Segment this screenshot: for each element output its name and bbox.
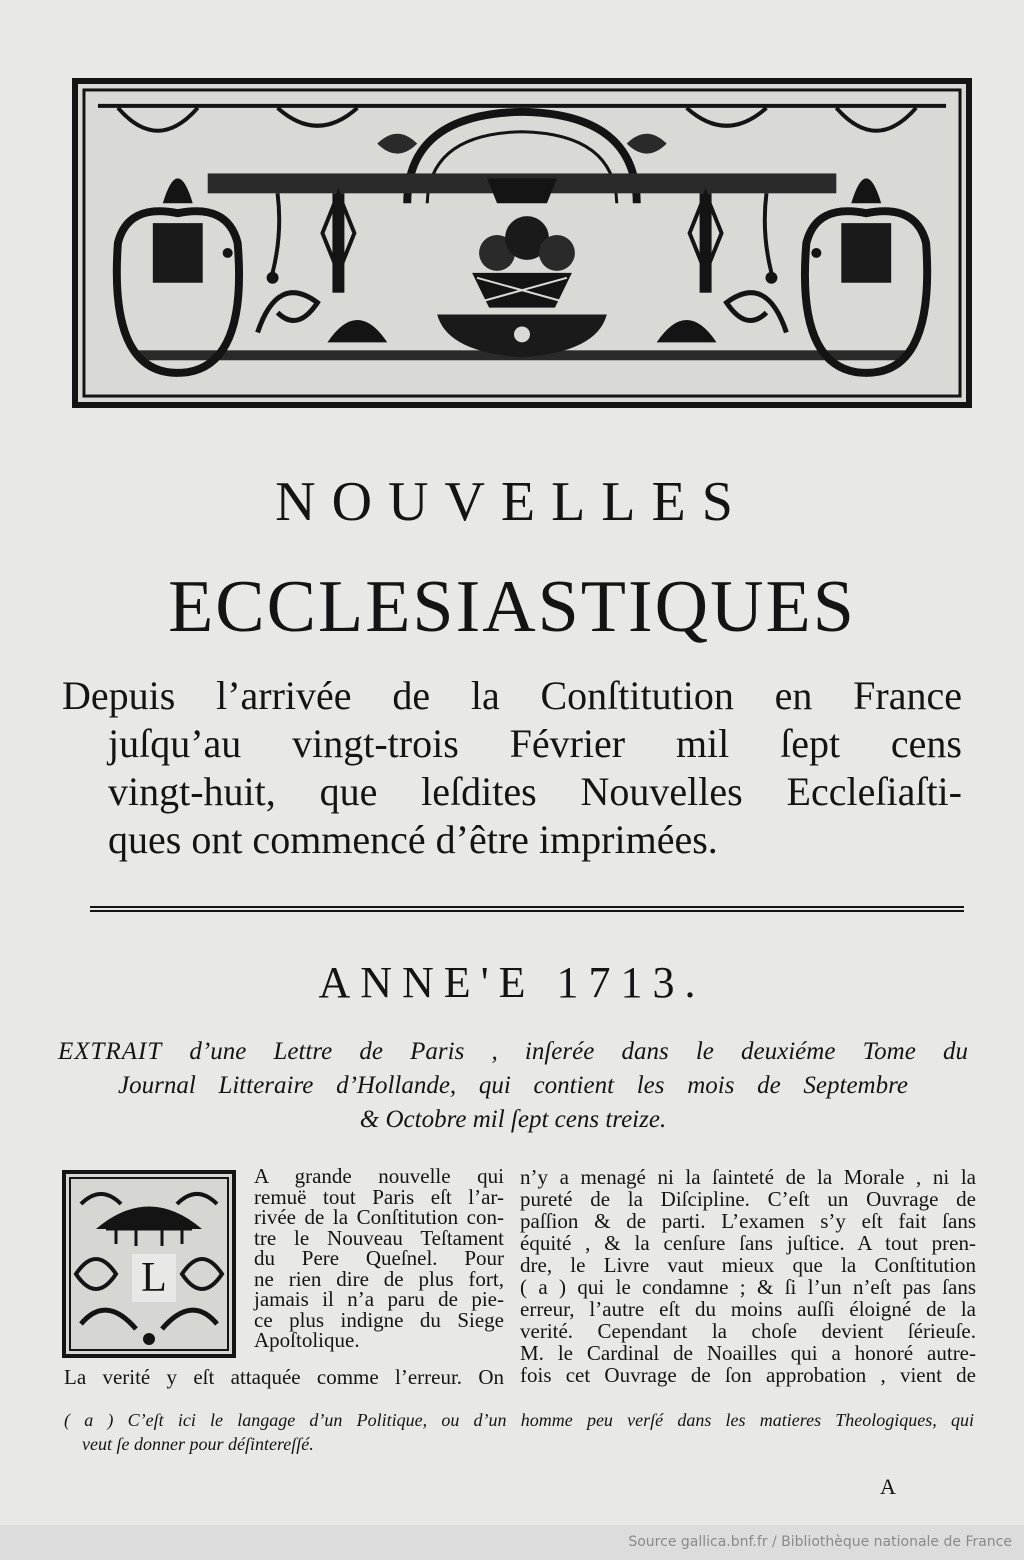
text-line: erreur, l’autre eſt du moins auſſi éloigné de la — [520, 1297, 976, 1321]
text-line: jamais il n’a paru de pie- — [254, 1287, 504, 1311]
title-nouvelles: NOUVELLES — [275, 471, 749, 533]
text-line: paſſion & de parti. L’examen s’y eſt fait ſans — [520, 1209, 976, 1233]
text-line: verité. Cependant la choſe devient ſérieuſe. — [520, 1319, 976, 1343]
text-line: du Pere Queſnel. Pour — [254, 1246, 504, 1270]
divider-rule — [90, 906, 964, 912]
text-line: Apoſtolique. — [254, 1328, 360, 1352]
extract-line: d’une Lettre de Paris , inſerée dans le deuxiéme Tome du — [189, 1038, 968, 1065]
text-line: n’y a menagé ni la ſainteté de la Morale , ni la — [520, 1165, 976, 1189]
footnote-line: ( a ) C’eſt ici le langage d’un Politique, ou d’un homme peu verſé dans les matieres Theologiques, qui — [64, 1410, 974, 1430]
text-line: tre le Nouveau Teſtament — [254, 1225, 504, 1250]
subtitle — [62, 672, 962, 864]
text-line: rivée de la Conſtitution con- — [254, 1205, 504, 1229]
drop-cap-letter: L — [132, 1254, 176, 1302]
text-line: ( a ) qui le condamne ; & ſi l’un n’eſt pas ſans — [520, 1275, 976, 1299]
text-line: ne rien dire de plus fort, — [254, 1266, 504, 1291]
text-line: pureté de la Diſcipline. C’eſt un Ouvrage de — [520, 1187, 976, 1211]
subtitle-line: vingt-huit, que leſdites Nouvelles Eccleſiaſti- — [108, 769, 962, 814]
subtitle-line: Depuis l’arrivée de la Conſtitution en France — [62, 673, 962, 718]
footnote-line: veut ſe donner pour déſintereſſé. — [82, 1434, 314, 1454]
title-ecclesiastiques: ECCLESIASTIQUES — [168, 566, 856, 648]
text-column-left — [254, 1166, 504, 1351]
extract-line: Journal Litteraire d’Hollande, qui contient les mois de Septembre — [118, 1072, 908, 1099]
text-line-continuation: La verité y eſt attaquée comme l’erreur. On — [64, 1365, 504, 1389]
text-line: dre, le Livre vaut mieux que la Conſtitution — [520, 1253, 976, 1277]
text-line: remuë tout Paris eſt l’ar- — [254, 1184, 504, 1209]
signature-mark: A — [880, 1474, 896, 1499]
ornamental-headpiece-icon — [72, 78, 972, 408]
text-line: ce plus indigne du Siege — [254, 1307, 504, 1332]
footnote — [64, 1408, 974, 1456]
text-line: A grande nouvelle qui — [254, 1164, 504, 1188]
year-heading: ANNE'E 1713. — [318, 958, 706, 1007]
text-line: fois cet Ouvrage de ſon approbation , vient de — [520, 1363, 976, 1387]
text-line: équité , & la cenſure ſans juſtice. A tout pren- — [520, 1231, 976, 1255]
extract-heading — [58, 1035, 968, 1137]
extract-line: & Octobre mil ſept cens treize. — [359, 1106, 667, 1133]
subtitle-line: juſqu’au vingt-trois Février mil ſept cens — [108, 721, 962, 766]
ornamental-drop-cap-icon — [62, 1170, 236, 1358]
subtitle-line: ques ont commencé d’être imprimées. — [108, 817, 718, 862]
text-line: M. le Cardinal de Noailles qui a honoré autre- — [520, 1341, 976, 1365]
extract-lead: EXTRAIT — [58, 1038, 163, 1065]
text-column-right — [520, 1166, 976, 1386]
source-credit: Source gallica.bnf.fr / Bibliothèque nationale de France — [628, 1534, 1012, 1550]
